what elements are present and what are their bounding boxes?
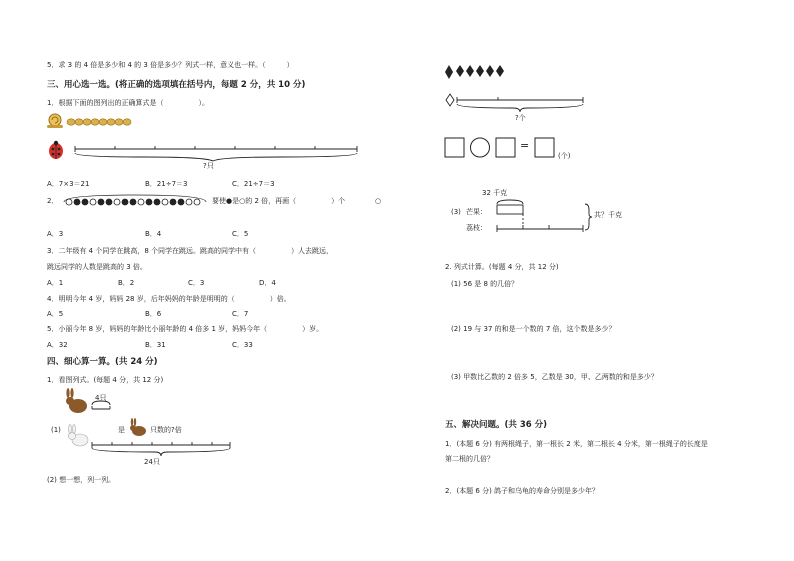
square-icon [445,138,464,157]
mc4-option-b: B．6 [145,310,162,318]
problem-1-line1: 1．(本题 6 分) 有两根绳子，第一根长 2 米，第二根长 4 分米，第一根绳子的长度是 [445,440,708,448]
circle-icon [471,138,490,157]
calc-q1: (1) 56 是 8 的几倍？ [451,280,519,288]
shell-icons [67,119,131,125]
rabbit-bar-diagram [60,388,240,458]
mc3-option-c: C．3 [188,279,205,287]
fig2-title: (2) 想一想，列一列。 [47,476,116,484]
mc2-option-c: C．5 [232,230,249,238]
mc3-question-line1: 3．二年级有 4 个同学在跳高，8 个同学在跳远。跳高的同学中有（ ）人去跳远， [47,247,334,255]
unit-label: (个) [558,152,571,160]
snail-icon [47,114,63,128]
mc1-question: 1．根据下面的图列出的正确算式是（ ）。 [47,99,209,107]
shape-equation [443,135,563,161]
problem-1-line2: 第二根的几倍？ [445,455,494,463]
square-icon [535,138,554,157]
mc1-option-b: B．21÷7＝3 [145,180,188,188]
ladybug-icon [49,141,63,159]
q5-true-false: 5．求 3 的 4 倍是多少和 4 的 3 倍是多少？列式一样，意义也一样。（ ） [47,61,294,69]
snail-shell-row [45,112,135,130]
section-5-title: 五、解决问题。(共 36 分) [445,420,548,430]
mc2-option-b: B．4 [145,230,162,238]
mc5-option-a: A．32 [47,341,68,349]
calc-q2: (2) 19 与 37 的和是一个数的 7 倍，这个数是多少？ [451,325,616,333]
mc2-number: 2． [47,197,59,205]
section-3-title: 三、用心选一选。(将正确的选项填在括号内，每题 2 分，共 10 分) [47,80,306,90]
fig1-mid-text: 是 [118,426,125,434]
calc-section-title: 2. 列式计算。(每题 4 分，共 12 分) [445,263,559,271]
q3-row-litchi: 荔枝： [466,224,487,232]
fig1-mid-text2: 只数的?倍 [150,426,182,434]
mc2-circle-icon: ○ [375,197,382,205]
dots-row [60,193,210,209]
q3-number: (3) [451,208,461,216]
mc3-option-d: D．4 [259,279,276,287]
equals-sign: = [520,139,530,152]
q3-side-label: 共？千克 [594,211,622,219]
mc2-question: 要使●是○的 2 倍，再画（ ）个 [212,197,346,205]
fig1-total-label: 24只 [144,458,160,466]
mc5-option-c: C．33 [232,341,253,349]
q3-top-label: 32 千克 [482,189,508,197]
problem-2: 2．(本题 6 分) 鸽子和乌龟的寿命分别是多少年？ [445,487,600,495]
mc3-option-a: A．1 [47,279,64,287]
square-icon [496,138,515,157]
mc5-option-b: B．31 [145,341,166,349]
fig1-top-label: 4只 [95,394,107,402]
mc3-option-b: B．2 [118,279,135,287]
diamond-bracket-label: ?个 [515,114,526,122]
calc-q3: (3) 甲数比乙数的 2 倍多 5，乙数是 30，甲、乙两数的和是多少？ [451,373,658,381]
mc4-question: 4．明明今年 4 岁，妈妈 28 岁，后年妈妈的年龄是明明的（ ）倍。 [47,295,291,303]
mc5-question: 5．小丽今年 8 岁，妈妈的年龄比小丽年龄的 4 倍多 1 岁，妈妈今年（ ）岁。 [47,325,324,333]
mc1-option-a: A．7×3＝21 [47,180,90,188]
brown-rabbit-small-icon [130,418,146,436]
brown-rabbit-icon [66,388,87,413]
mc2-option-a: A．3 [47,230,64,238]
mc4-option-c: C．7 [232,310,249,318]
mc4-option-a: A．5 [47,310,64,318]
mc1-option-c: C．21÷7＝3 [232,180,275,188]
q3-row-mango: 芒果： [466,208,487,216]
section-4-title: 四、细心算一算。(共 24 分) [47,357,158,367]
mc1-bracket-label: ?只 [203,162,214,170]
fig1-number: (1) [51,426,61,434]
diamond-diagram [443,62,593,122]
white-diamond-icon [446,94,454,106]
white-rabbit-icon [68,425,88,447]
mc3-question-line2: 跳远同学的人数是跳高的 3 倍。 [47,263,147,271]
black-diamond-icons [445,65,504,79]
mango-litchi-bars [495,196,595,236]
sec4-part1-title: 1．看图列式。(每题 4 分，共 12 分) [47,376,164,384]
